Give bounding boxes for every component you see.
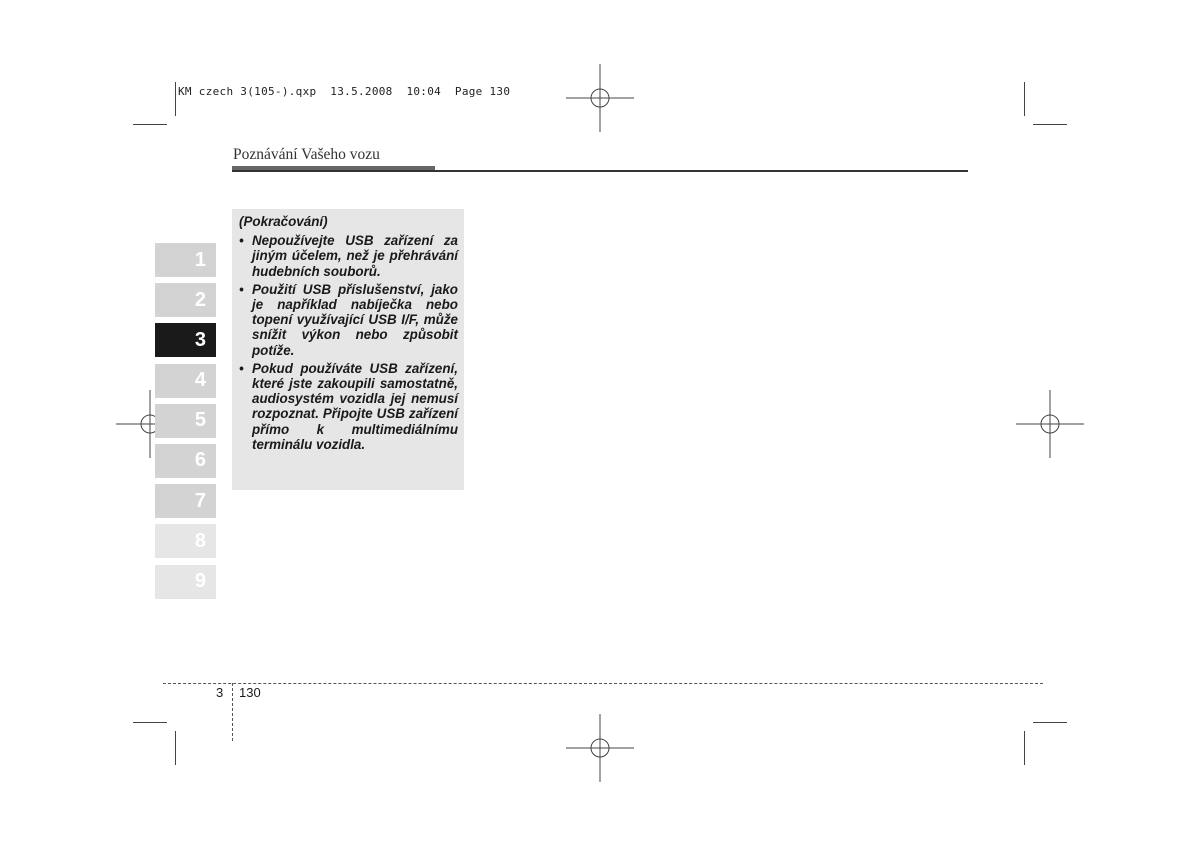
chapter-tab-4[interactable]: 4 bbox=[155, 364, 216, 398]
note-item: • Nepoužívejte USB zařízení za jiným účelem, než je přehrávání hudebních souborů. bbox=[239, 233, 458, 279]
crop-mark-br-h bbox=[1033, 722, 1067, 723]
note-heading: (Pokračování) bbox=[239, 214, 328, 229]
chapter-tab-2[interactable]: 2 bbox=[155, 283, 216, 317]
chapter-tabs bbox=[155, 243, 216, 605]
header-rule-thin bbox=[232, 170, 968, 172]
footer-rule bbox=[163, 683, 1043, 684]
chapter-tab-8[interactable]: 8 bbox=[155, 524, 216, 558]
crop-mark-br-v bbox=[1024, 731, 1025, 765]
crop-mark-tl-v bbox=[175, 82, 176, 116]
caution-note-box bbox=[232, 209, 464, 490]
print-slug: KM czech 3(105-).qxp 13.5.2008 10:04 Page 130 bbox=[178, 85, 511, 98]
note-item: • Pokud používáte USB zařízení, které jste zakoupili samostatně, audiosystém vozidla jej nemusí rozpoznat. Připojte USB zařízení přímo k multimediálnímu terminálu vozidla. bbox=[239, 361, 458, 452]
chapter-tab-6[interactable]: 6 bbox=[155, 444, 216, 478]
registration-mark-bottom-icon bbox=[566, 714, 634, 782]
crop-mark-tl-h bbox=[133, 124, 167, 125]
page-chapter-number: 3 bbox=[216, 685, 224, 700]
crop-mark-bl-h bbox=[133, 722, 167, 723]
chapter-tab-9[interactable]: 9 bbox=[155, 565, 216, 599]
registration-mark-top-icon bbox=[566, 64, 634, 132]
crop-mark-tr-h bbox=[1033, 124, 1067, 125]
page-number: 130 bbox=[239, 685, 261, 700]
chapter-tab-3[interactable]: 3 bbox=[155, 323, 216, 357]
crop-mark-tr-v bbox=[1024, 82, 1025, 116]
chapter-tab-7[interactable]: 7 bbox=[155, 484, 216, 518]
registration-mark-right-icon bbox=[1016, 390, 1084, 458]
chapter-tab-5[interactable]: 5 bbox=[155, 404, 216, 438]
crop-mark-bl-v bbox=[175, 731, 176, 765]
section-title: Poznávání Vašeho vozu bbox=[233, 146, 380, 163]
footer-separator bbox=[232, 683, 233, 741]
chapter-tab-1[interactable]: 1 bbox=[155, 243, 216, 277]
note-item: • Použití USB příslušenství, jako je například nabíječka nebo topení využívající USB I/F, může snížit výkon nebo způsobit potíže. bbox=[239, 282, 458, 358]
note-list bbox=[239, 233, 458, 452]
